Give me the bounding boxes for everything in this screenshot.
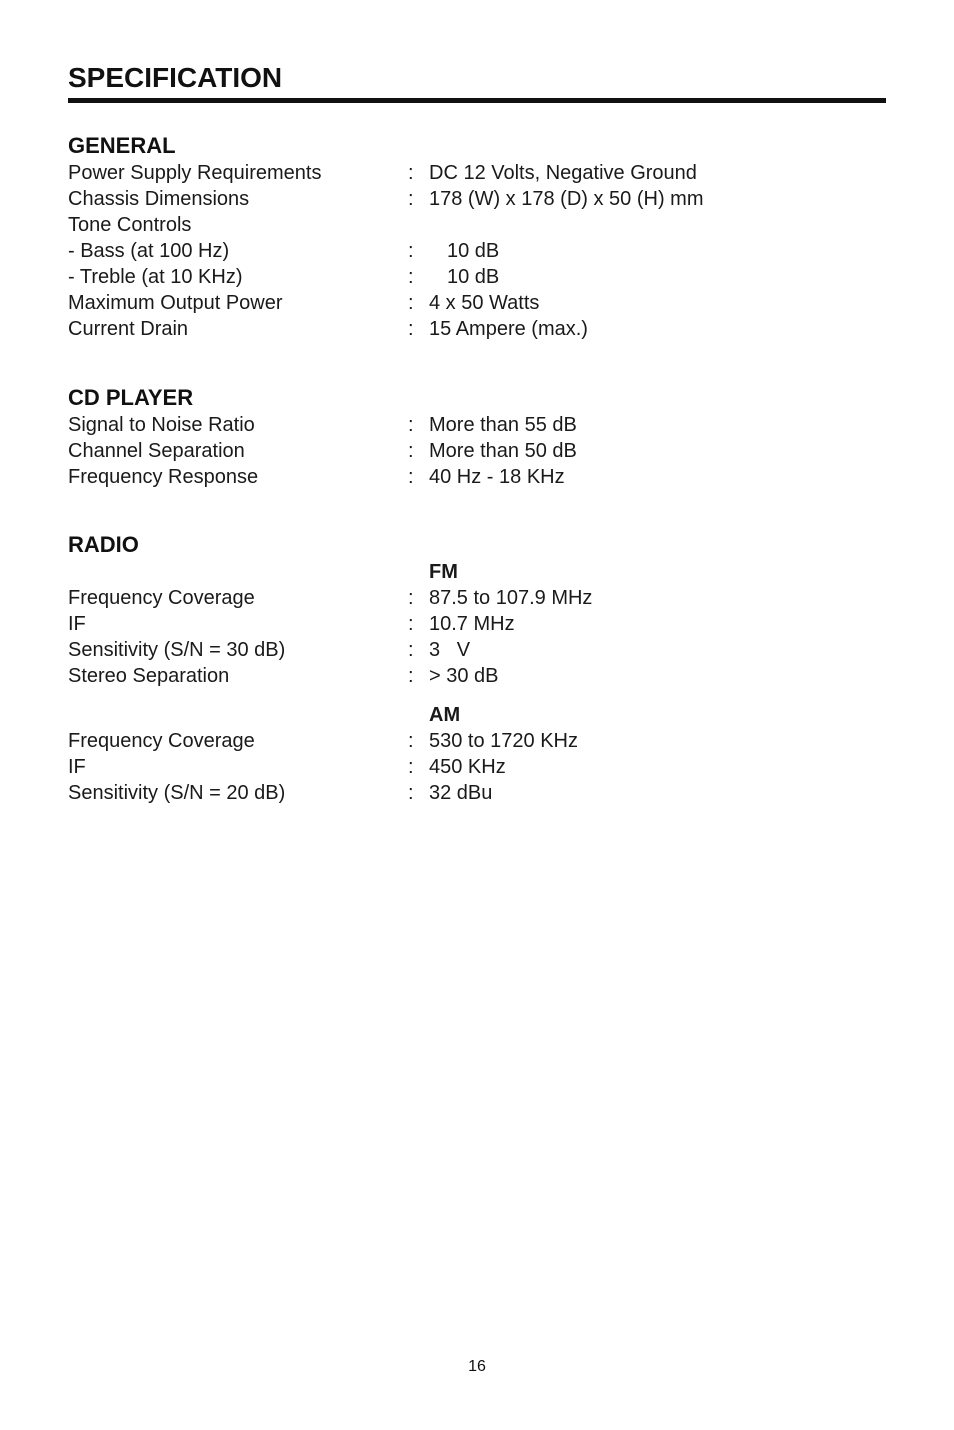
general-section [68,132,888,342]
spec-row [68,637,888,663]
spec-value: 10 dB [447,266,500,288]
fm-band-heading [68,559,888,585]
spec-row [68,212,888,238]
spec-value: 4 x 50 Watts [429,292,540,314]
spec-value: DC 12 Volts, Negative Ground [429,162,697,184]
spec-label: Channel Separation [68,440,245,462]
spec-row [68,438,888,464]
am-label: AM [429,704,461,726]
spec-colon: : [408,730,414,752]
spec-colon: : [408,266,414,288]
spec-row [68,160,888,186]
spec-value: 40 Hz - 18 KHz [429,466,565,488]
spec-label: - Treble (at 10 KHz) [68,266,243,288]
spec-colon: : [408,440,414,462]
spec-row [68,780,888,806]
spec-label: Frequency Coverage [68,730,255,752]
spec-value: 178 (W) x 178 (D) x 50 (H) mm [429,188,704,210]
am-band-heading [68,702,888,728]
cd-player-section [68,384,888,490]
spec-colon: : [408,613,414,635]
spec-label: Sensitivity (S/N = 30 dB) [68,639,286,661]
spec-colon: : [408,665,414,687]
spec-value: 87.5 to 107.9 MHz [429,587,593,609]
cd-player-heading: CD PLAYER [68,385,194,410]
spec-label: Frequency Response [68,466,259,488]
spec-colon: : [408,240,414,262]
spec-value: 530 to 1720 KHz [429,730,578,752]
spec-colon: : [408,639,414,661]
spec-label: Current Drain [68,318,189,340]
spec-row [68,728,888,754]
spec-colon: : [408,782,414,804]
general-heading: GENERAL [68,133,176,158]
spec-colon: : [408,587,414,609]
spec-row [68,186,888,212]
spec-colon: : [408,188,414,210]
spec-label: Tone Controls [68,214,192,236]
spec-row [68,464,888,490]
spec-colon: : [408,466,414,488]
spec-colon: : [408,756,414,778]
spec-row [68,611,888,637]
spec-colon: : [408,414,414,436]
page-title: SPECIFICATION [68,62,283,93]
spec-row [68,264,888,290]
page-number: 16 [468,1358,486,1375]
spec-value: 15 Ampere (max.) [429,318,588,340]
spec-label: Chassis Dimensions [68,188,250,210]
spec-label: Stereo Separation [68,665,230,687]
spec-label: Power Supply Requirements [68,162,322,184]
spec-label: - Bass (at 100 Hz) [68,240,230,262]
spec-value: 3 V [429,639,471,661]
spec-row [68,754,888,780]
spec-colon: : [408,318,414,340]
spec-label: IF [68,756,86,778]
fm-label: FM [429,561,458,583]
spec-row [68,290,888,316]
spec-label: Sensitivity (S/N = 20 dB) [68,782,286,804]
title-rule [68,98,886,103]
spec-value: 10 dB [447,240,500,262]
spec-value: More than 55 dB [429,414,577,436]
radio-section [68,531,888,806]
spec-value: 32 dBu [429,782,493,804]
spec-row [68,316,888,342]
spec-row [68,238,888,264]
spec-value: 450 KHz [429,756,506,778]
spec-label: Maximum Output Power [68,292,283,314]
band-spacer [68,689,888,702]
spec-value: > 30 dB [429,665,499,687]
spec-row [68,585,888,611]
spec-label: Frequency Coverage [68,587,255,609]
spec-value: 10.7 MHz [429,613,515,635]
spec-label: IF [68,613,86,635]
radio-heading: RADIO [68,532,139,557]
spec-row [68,412,888,438]
spec-value: More than 50 dB [429,440,577,462]
spec-row [68,663,888,689]
spec-colon: : [408,162,414,184]
spec-label: Signal to Noise Ratio [68,414,255,436]
spec-colon: : [408,292,414,314]
